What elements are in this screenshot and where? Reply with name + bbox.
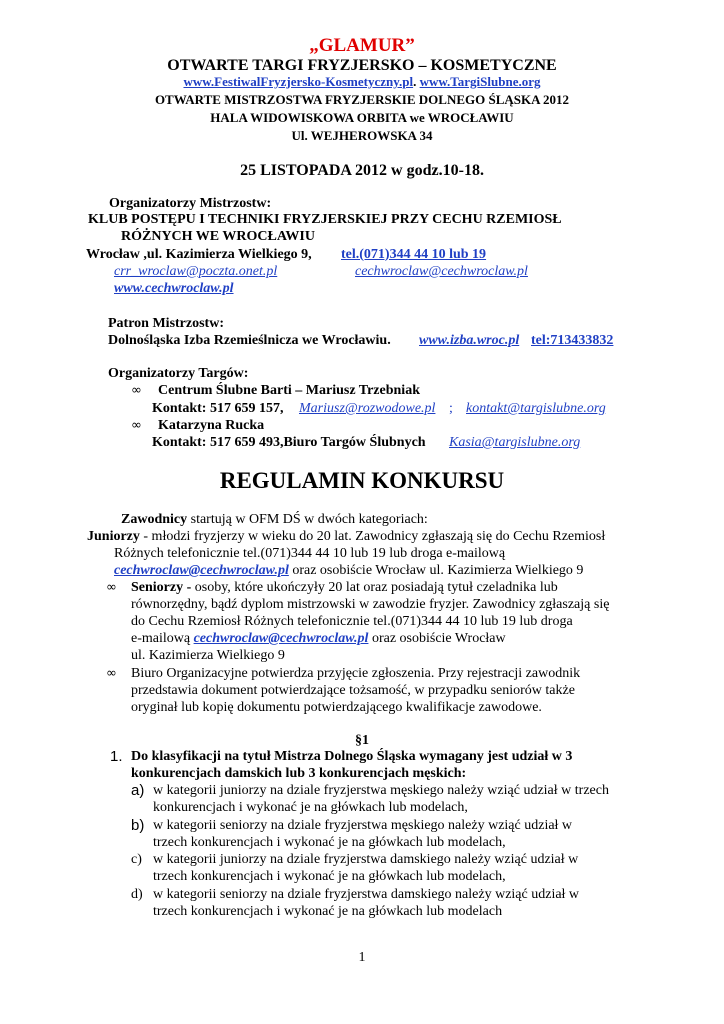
seniors-line1	[131, 580, 558, 596]
subitem-a-line1: w kategorii juniorzy na dziale fryzjerstwa męskiego należy wziąć udział w trzech	[153, 783, 609, 798]
link-separator: .	[413, 74, 420, 89]
infinity-bullet-icon: ∞	[106, 580, 117, 595]
fair-org2-name: Katarzyna Rucka	[158, 418, 265, 433]
header-links	[0, 74, 724, 90]
competitors-text: startują w OFM DŚ w dwóch kategoriach:	[187, 512, 428, 527]
subitem-c-marker: c)	[131, 852, 142, 867]
organizers-label: Organizatorzy Mistrzostw:	[109, 196, 272, 211]
juniors-label: Juniorzy	[87, 529, 140, 544]
subitem-d-marker: d)	[131, 887, 143, 902]
seniors-line4-pre: e-mailową	[131, 631, 194, 646]
fair-org1-email2-link[interactable]: kontakt@targislubne.org	[466, 401, 606, 416]
juniors-text: - młodzi fryzjerzy w wieku do 20 lat. Zawodnicy zgłaszają się do Cechu Rzemiosł	[139, 529, 606, 544]
fair-org1-email1-link[interactable]: Mariusz@rozwodowe.pl	[299, 401, 436, 416]
juniors-line3-rest: oraz osobiście Wrocław ul. Kazimierza Wielkiego 9	[288, 563, 584, 578]
address-line: Ul. WEJHEROWSKA 34	[291, 128, 433, 143]
competitors-label: Zawodnicy	[121, 512, 188, 527]
organizer-website-link[interactable]: www.cechwroclaw.pl	[114, 281, 234, 296]
organizer-email2-link[interactable]: cechwroclaw@cechwroclaw.pl	[355, 264, 528, 279]
event-subtitle: OTWARTE TARGI FRYZJERSKO – KOSMETYCZNE	[167, 57, 557, 74]
venue-line: HALA WIDOWISKOWA ORBITA we WROCŁAWIU	[210, 110, 514, 125]
patron-label: Patron Mistrzostw:	[108, 316, 224, 331]
item1-number: 1.	[110, 748, 123, 765]
event-title: „GLAMUR”	[309, 35, 415, 56]
seniors-line4	[131, 631, 506, 647]
organizer-address: Wrocław ,ul. Kazimierza Wielkiego 9,	[86, 247, 312, 262]
rules-heading: REGULAMIN KONKURSU	[219, 468, 505, 493]
office-line3: oryginał lub kopię dokumentu potwierdzającego kwalifikacje zawodowe.	[131, 700, 542, 715]
fair-org1-name: Centrum Ślubne Barti – Mariusz Trzebniak	[158, 383, 420, 398]
subitem-a-line2: konkurencjach i wykonać je na główkach lub modelach,	[153, 800, 468, 815]
fair-org2-email-link[interactable]: Kasia@targislubne.org	[449, 435, 581, 450]
subitem-c-line1: w kategorii juniorzy na dziale fryzjerstwa damskiego należy wziąć udział w	[153, 852, 579, 867]
subitem-b-line1: w kategorii seniorzy na dziale fryzjerstwa męskiego należy wziąć udział w	[153, 818, 573, 833]
juniors-line1	[87, 529, 605, 545]
juniors-email-link[interactable]: cechwroclaw@cechwroclaw.pl	[114, 563, 289, 578]
event-date: 25 LISTOPADA 2012 w godz.10-18.	[240, 162, 484, 179]
organizer-name-line1: KLUB POSTĘPU I TECHNIKI FRYZJERSKIEJ PRZY CECHU RZEMIOSŁ	[88, 212, 562, 227]
seniors-line2: równorzędny, bądź dyplom mistrzowski w zawodzie fryzjer. Zawodnicy zgłaszają się	[131, 597, 610, 612]
seniors-label: Seniorzy -	[131, 580, 195, 595]
item1-line2: konkurencjach damskich lub 3 konkurencjach męskich:	[131, 766, 467, 781]
section1-title: §1	[355, 733, 369, 748]
patron-website-link[interactable]: www.izba.wroc.pl	[419, 333, 520, 348]
fair-org1-contact: Kontakt: 517 659 157,	[152, 401, 284, 416]
organizer-phone-link[interactable]: tel.(071)344 44 10 lub 19	[341, 247, 487, 262]
infinity-bullet-icon: ∞	[131, 418, 142, 433]
office-line2: przedstawia dokument potwierdzające tożsamość, w przypadku seniorów także	[131, 683, 575, 698]
infinity-bullet-icon: ∞	[106, 666, 117, 681]
fair-org2-contact: Kontakt: 517 659 493,Biuro Targów Ślubnych	[152, 435, 426, 450]
juniors-line2: Różnych telefonicznie tel.(071)344 44 10 lub 19 lub droga e-mailową	[114, 546, 506, 561]
page-number: 1	[358, 950, 366, 965]
patron-name: Dolnośląska Izba Rzemieślnicza we Wrocławiu.	[108, 333, 391, 348]
infinity-bullet-icon: ∞	[131, 383, 142, 398]
targi-slubne-link[interactable]: www.TargiSlubne.org	[419, 74, 541, 89]
seniors-line5: ul. Kazimierza Wielkiego 9	[131, 648, 285, 663]
fair-organizers-label: Organizatorzy Targów:	[108, 366, 249, 381]
juniors-line3	[114, 563, 583, 579]
subitem-d-line1: w kategorii seniorzy na dziale fryzjerstwa damskiego należy wziąć udział w	[153, 887, 580, 902]
festival-website-link[interactable]: www.FestiwalFryzjersko-Kosmetyczny.pl	[183, 74, 414, 89]
office-line1: Biuro Organizacyjne potwierdza przyjęcie zgłoszenia. Przy rejestracji zawodnik	[131, 666, 581, 681]
subitem-a-marker: a)	[131, 782, 145, 799]
item1-line1: Do klasyfikacji na tytuł Mistrza Dolnego Śląska wymagany jest udział w 3	[131, 749, 573, 764]
seniors-line3: do Cechu Rzemiosł Różnych telefonicznie tel.(071)344 44 10 lub 19 lub droga	[131, 614, 573, 629]
organizer-name-line2: RÓŻNYCH WE WROCŁAWIU	[121, 229, 315, 244]
seniors-line4-post: oraz osobiście Wrocław	[368, 631, 506, 646]
subitem-d-line2: trzech konkurencjach i wykonać je na główkach lub modelach	[153, 904, 503, 919]
championship-line: OTWARTE MISTRZOSTWA FRYZJERSKIE DOLNEGO ŚLĄSKA 2012	[154, 92, 570, 107]
seniors-email-link[interactable]: cechwroclaw@cechwroclaw.pl	[193, 631, 369, 646]
subitem-b-line2: trzech konkurencjach i wykonać je na główkach lub modelach,	[153, 835, 506, 850]
organizer-email1-link[interactable]: crr_wroclaw@poczta.onet.pl	[114, 264, 278, 279]
competitors-intro	[121, 512, 428, 528]
patron-phone-link[interactable]: tel:713433832	[531, 333, 614, 348]
seniors-text: osoby, które ukończyły 20 lat oraz posiadają tytuł czeladnika lub	[194, 580, 558, 595]
subitem-b-marker: b)	[131, 817, 145, 834]
subitem-c-line2: trzech konkurencjach i wykonać je na główkach lub modelach,	[153, 869, 506, 884]
email-separator: ;	[449, 401, 453, 416]
